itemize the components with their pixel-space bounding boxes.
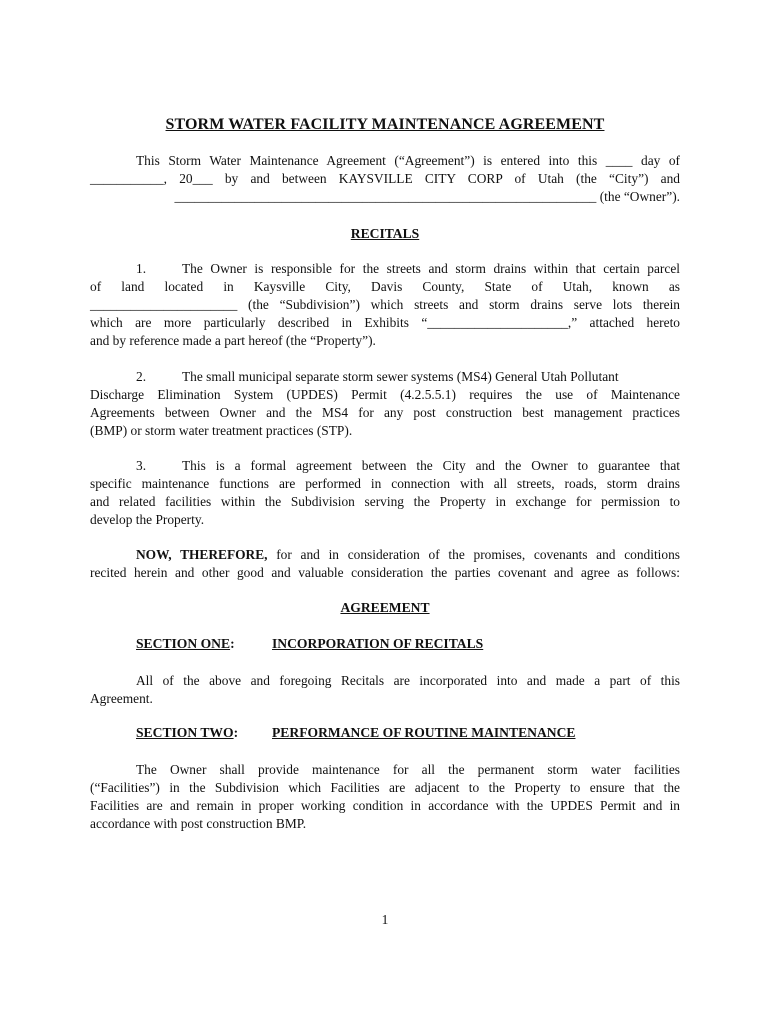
now-therefore-lead: NOW, THEREFORE, xyxy=(136,547,268,562)
recital-2-line-2: Discharge Elimination System (UPDES) Permit (4.2.5.5.1) requires the use of Maintenance xyxy=(90,387,680,402)
recital-1 xyxy=(90,260,680,350)
intro-line-2: ___________, 20___ by and between KAYSVILLE CITY CORP of Utah (the “City”) and xyxy=(90,171,680,186)
recital-2-line-4: (BMP) or storm water treatment practices (STP). xyxy=(90,423,353,438)
section-two-title: PERFORMANCE OF ROUTINE MAINTENANCE xyxy=(272,725,576,740)
section-one-body xyxy=(90,672,680,708)
now-therefore-line-2: recited herein and other good and valuable consideration the parties covenant and agree as follows: xyxy=(90,565,680,580)
section-one-label: SECTION ONE xyxy=(136,636,231,651)
intro-paragraph xyxy=(90,152,680,206)
section-one-line-1: All of the above and foregoing Recitals are incorporated into and made a part of this xyxy=(136,673,680,688)
section-two-label: SECTION TWO xyxy=(136,725,234,740)
section-two-line-4: accordance with post construction BMP. xyxy=(90,816,307,831)
recital-3 xyxy=(90,457,680,529)
page-number: 1 xyxy=(381,912,389,927)
recital-3-text-1: This is a formal agreement between the City and the Owner to guarantee that xyxy=(182,458,680,473)
intro-line-1: This Storm Water Maintenance Agreement (“Agreement”) is entered into this ____ day of xyxy=(136,153,680,168)
now-therefore-rest: for and in consideration of the promises, covenants and conditions xyxy=(267,547,680,562)
section-two-heading xyxy=(136,725,576,741)
recital-1-line-3: ______________________ (the “Subdivision”) which streets and storm drains serve lots therein xyxy=(90,297,680,312)
recital-1-line-1 xyxy=(90,260,680,278)
recital-3-line-1 xyxy=(90,457,680,475)
section-one-title: INCORPORATION OF RECITALS xyxy=(272,636,484,651)
section-one-line-2: Agreement. xyxy=(90,691,153,706)
recital-3-number: 3. xyxy=(136,458,147,473)
section-one-colon: : xyxy=(230,636,235,651)
section-two-line-1: The Owner shall provide maintenance for all the permanent storm water facilities xyxy=(136,762,680,777)
section-one-heading xyxy=(136,636,484,652)
document-title: STORM WATER FACILITY MAINTENANCE AGREEMENT xyxy=(165,116,605,133)
agreement-heading: AGREEMENT xyxy=(340,600,430,615)
recital-1-text-1: The Owner is responsible for the streets and storm drains within that certain parcel xyxy=(182,261,680,276)
recital-3-line-4: develop the Property. xyxy=(90,512,205,527)
recital-1-line-5: and by reference made a part hereof (the “Property”). xyxy=(90,333,376,348)
section-two-line-3: Facilities are and remain in proper working condition in accordance with the UPDES Permit and in xyxy=(90,798,680,813)
recital-2-text-1: The small municipal separate storm sewer systems (MS4) General Utah Pollutant xyxy=(182,369,619,384)
recital-1-line-4: which are more particularly described in Exhibits “_____________________,” attached hereto xyxy=(90,315,680,330)
section-two-line-2: (“Facilities”) in the Subdivision which Facilities are adjacent to the Property to ensure that the xyxy=(90,780,680,795)
recital-2 xyxy=(90,368,680,440)
recital-3-line-2: specific maintenance functions are performed in connection with all streets, roads, storm drains xyxy=(90,476,680,491)
recital-2-line-3: Agreements between Owner and the MS4 for any post construction best management practices xyxy=(90,405,680,420)
section-two-body xyxy=(90,761,680,833)
recital-1-line-2: of land located in Kaysville City, Davis County, State of Utah, known as xyxy=(90,279,680,294)
recitals-heading: RECITALS xyxy=(350,226,420,241)
section-two-colon: : xyxy=(233,725,239,740)
now-therefore-paragraph xyxy=(90,546,680,582)
recital-2-line-1 xyxy=(90,368,680,386)
intro-line-3: _______________________________________________________________ (the “Owner”). xyxy=(174,189,680,204)
recital-2-number: 2. xyxy=(136,369,147,384)
recital-3-line-3: and related facilities within the Subdivision serving the Property in exchange for permission to xyxy=(90,494,680,509)
recital-1-number: 1. xyxy=(136,261,147,276)
now-therefore-line-1 xyxy=(90,546,680,564)
